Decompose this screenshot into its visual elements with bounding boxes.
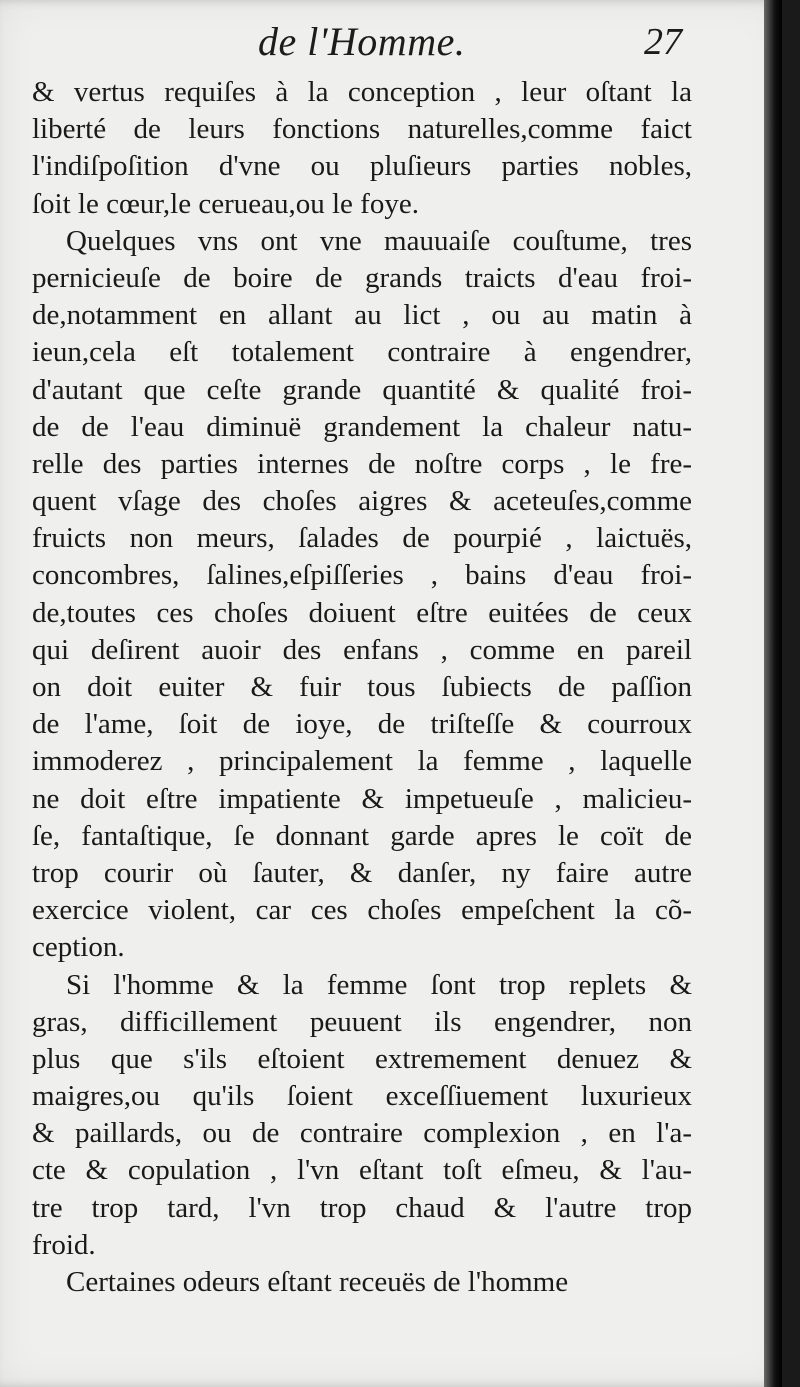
text-line: Certaines odeurs eſtant receuës de l'homme: [66, 1266, 569, 1298]
text-line: tre trop tard, l'vn trop chaud & l'autre trop: [32, 1191, 692, 1224]
page-number: 27: [644, 21, 682, 63]
text-line: ſe, fantaſtique, ſe donnant garde apres le coït de: [32, 819, 692, 852]
text-line: de,toutes ces choſes doiuent eſtre euitées de ceux: [32, 596, 692, 629]
text-line: quent vſage des choſes aigres & aceteuſes,comme: [32, 485, 692, 518]
text-line: l'indiſpoſition d'vne ou pluſieurs parties nobles,: [32, 150, 692, 183]
text-line: ſoit le cœur,le cerueau,ou le foye.: [32, 187, 419, 220]
text-line: de,notamment en allant au lict , ou au matin à: [32, 299, 692, 332]
text-line: Si l'homme & la femme ſont trop replets &: [66, 968, 692, 1001]
page-header: [40, 14, 740, 64]
text-line: trop courir où ſauter, & danſer, ny faire autre: [32, 856, 692, 889]
text-line: ne doit eſtre impatiente & impetueuſe , malicieu-: [32, 782, 692, 815]
text-line: plus que s'ils eſtoient extremement denuez &: [32, 1042, 692, 1075]
text-line: qui deſirent auoir des enfans , comme en pareil: [32, 633, 692, 666]
text-line: ieun,cela eſt totalement contraire à engendrer,: [32, 336, 692, 369]
page-edge-shadow: [764, 0, 782, 1387]
text-line: de de l'eau diminuë grandement la chaleur natu-: [32, 410, 692, 443]
text-line: d'autant que ceſte grande quantité & qualité froi-: [32, 373, 692, 406]
text-line: froid.: [32, 1228, 96, 1261]
body-text: [32, 74, 692, 1301]
text-line: & vertus requiſes à la conception , leur oſtant la: [32, 76, 692, 108]
text-line: ception.: [32, 931, 125, 964]
running-head: de l'Homme.: [258, 19, 466, 64]
text-line: maigres,ou qu'ils ſoient exceſſiuement luxurieux: [32, 1080, 692, 1113]
text-line: fruicts non meurs, ſalades de pourpié , laictuës,: [32, 522, 692, 555]
text-line: exercice violent, car ces choſes empeſchent la cõ-: [32, 894, 692, 927]
text-line: liberté de leurs fonctions naturelles,comme faict: [32, 113, 692, 146]
text-line: relle des parties internes de noſtre corps , le fre-: [32, 447, 692, 480]
text-line: on doit euiter & fuir tous ſubiects de paſſion: [32, 671, 692, 703]
text-line: immoderez , principalement la femme , laquelle: [32, 745, 692, 778]
text-line: cte & copulation , l'vn eſtant toſt eſmeu, & l'au-: [32, 1154, 692, 1187]
text-line: concombres, ſalines,eſpiſſeries , bains d'eau froi-: [32, 559, 692, 592]
text-line: & paillards, ou de contraire complexion , en l'a-: [32, 1117, 692, 1150]
text-line: Quelques vns ont vne mauuaiſe couſtume, tres: [66, 224, 692, 257]
text-line: gras, difficillement peuuent ils engendrer, non: [32, 1005, 692, 1038]
text-line: pernicieuſe de boire de grands traicts d'eau froi-: [32, 261, 692, 294]
text-line: de l'ame, ſoit de ioye, de triſteſſe & courroux: [32, 708, 692, 741]
